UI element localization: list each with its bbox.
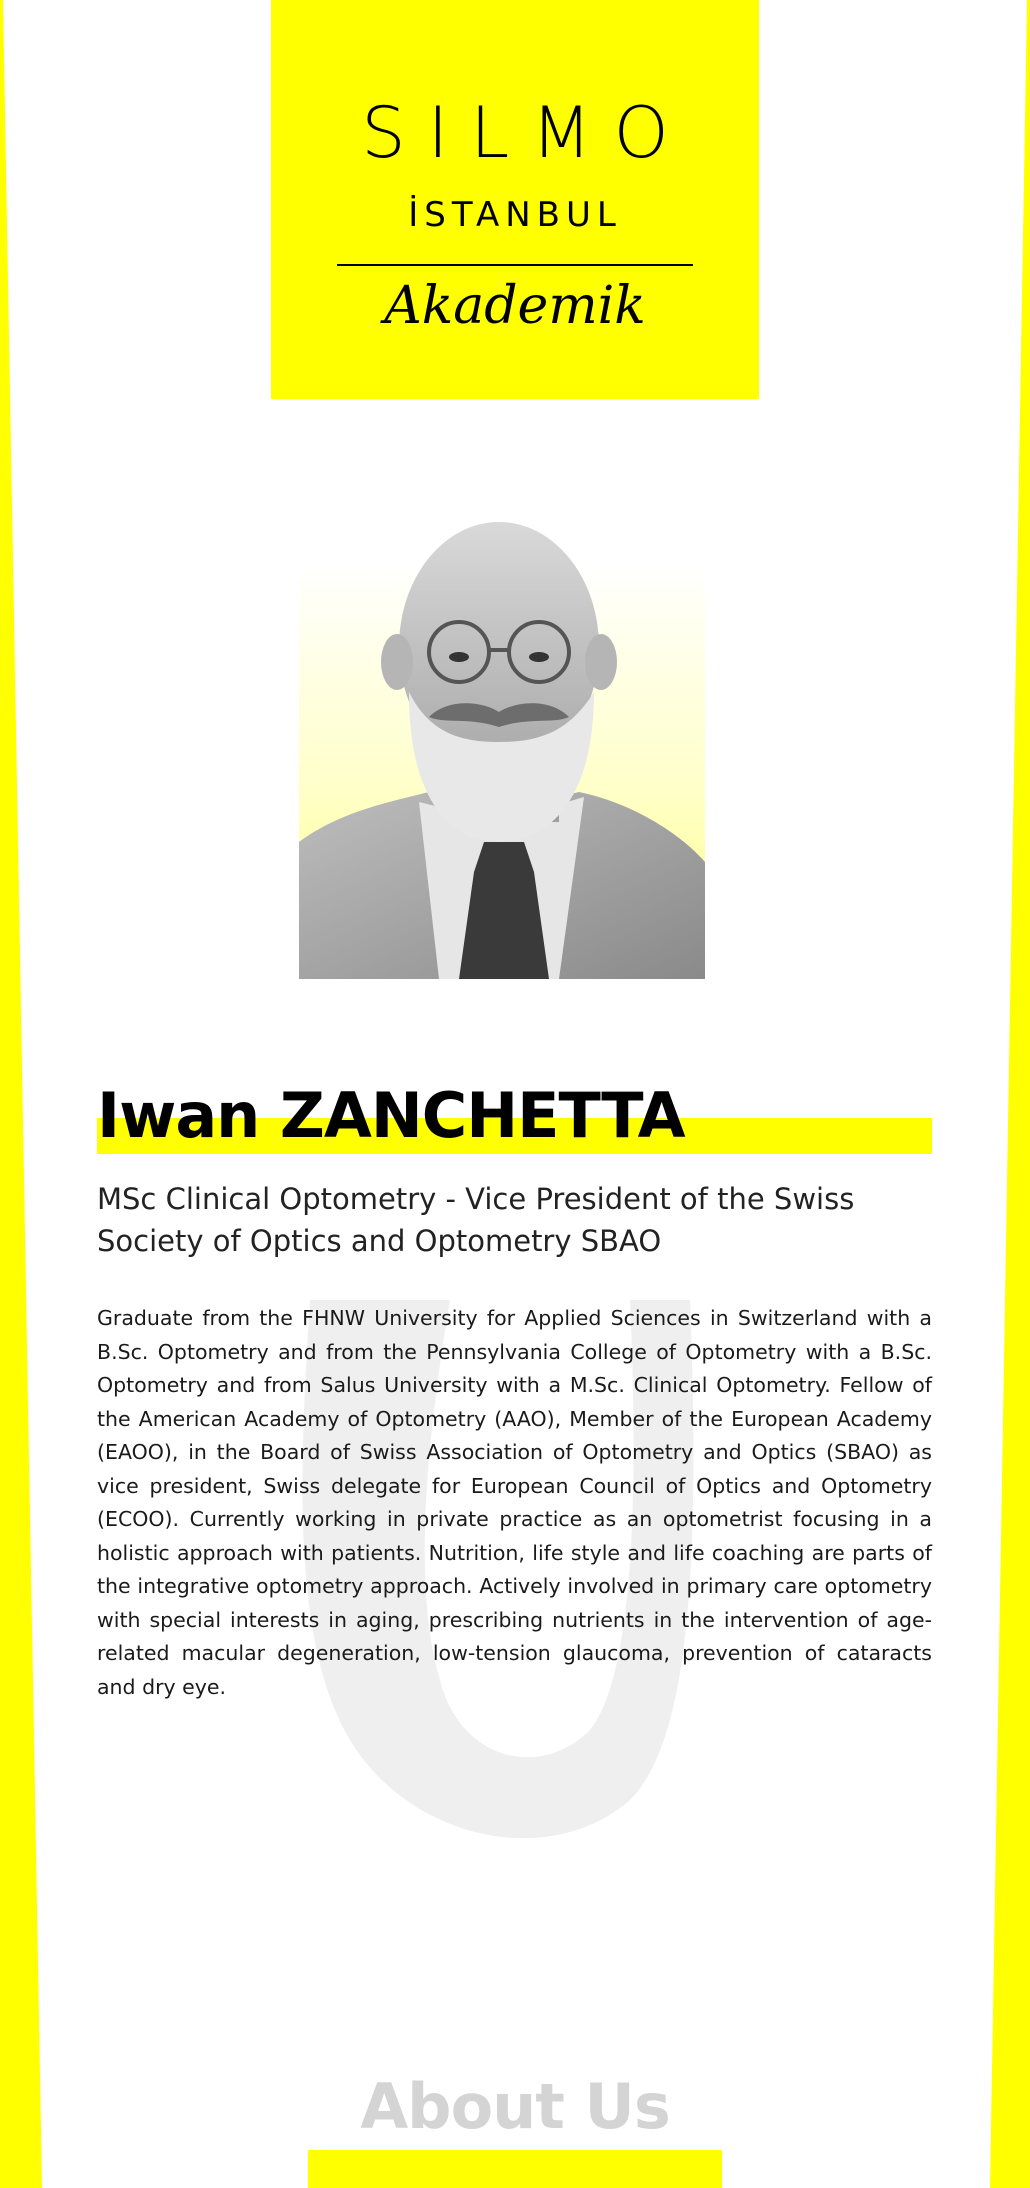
speaker-title: MSc Clinical Optometry - Vice President of the Swiss Society of Optics and Optometry SBAO — [97, 1182, 855, 1258]
about-us-heading[interactable]: About Us — [360, 2070, 670, 2143]
logo-block — [271, 0, 759, 399]
speaker-name: Iwan ZANCHETTA — [97, 1079, 685, 1152]
logo-city: İSTANBUL — [408, 195, 622, 235]
logo-divider — [337, 264, 693, 266]
speaker-portrait — [299, 512, 705, 979]
speaker-bio: Graduate from the FHNW University for Applied Sciences in Switzerland with a B.Sc. Optometry and from the Pennsylvania College of Optometry with a B.Sc. Optometry and from Salus University with a M.Sc. Clinical Optometry. Fellow of the American Academy of Optometry (AAO), Member of the European Academy (EAOO), in the Board of Swiss Association of Optometry and Optics (SBAO) as vice president, Swiss delegate for European Council of Optics and Optometry (ECOO). Currently working in private practice as an optometrist focusing in a holistic approach with patients. Nutrition, life style and life coaching are parts of the integrative optometry approach. Actively involved in primary care optometry with special interests in aging, prescribing nutrients in the intervention of age-related macular degeneration, low-tension glaucoma, prevention of cataracts and dry eye. — [97, 1306, 932, 1699]
logo-program: Akademik — [384, 276, 646, 336]
logo-brand: SILMO — [361, 92, 691, 174]
